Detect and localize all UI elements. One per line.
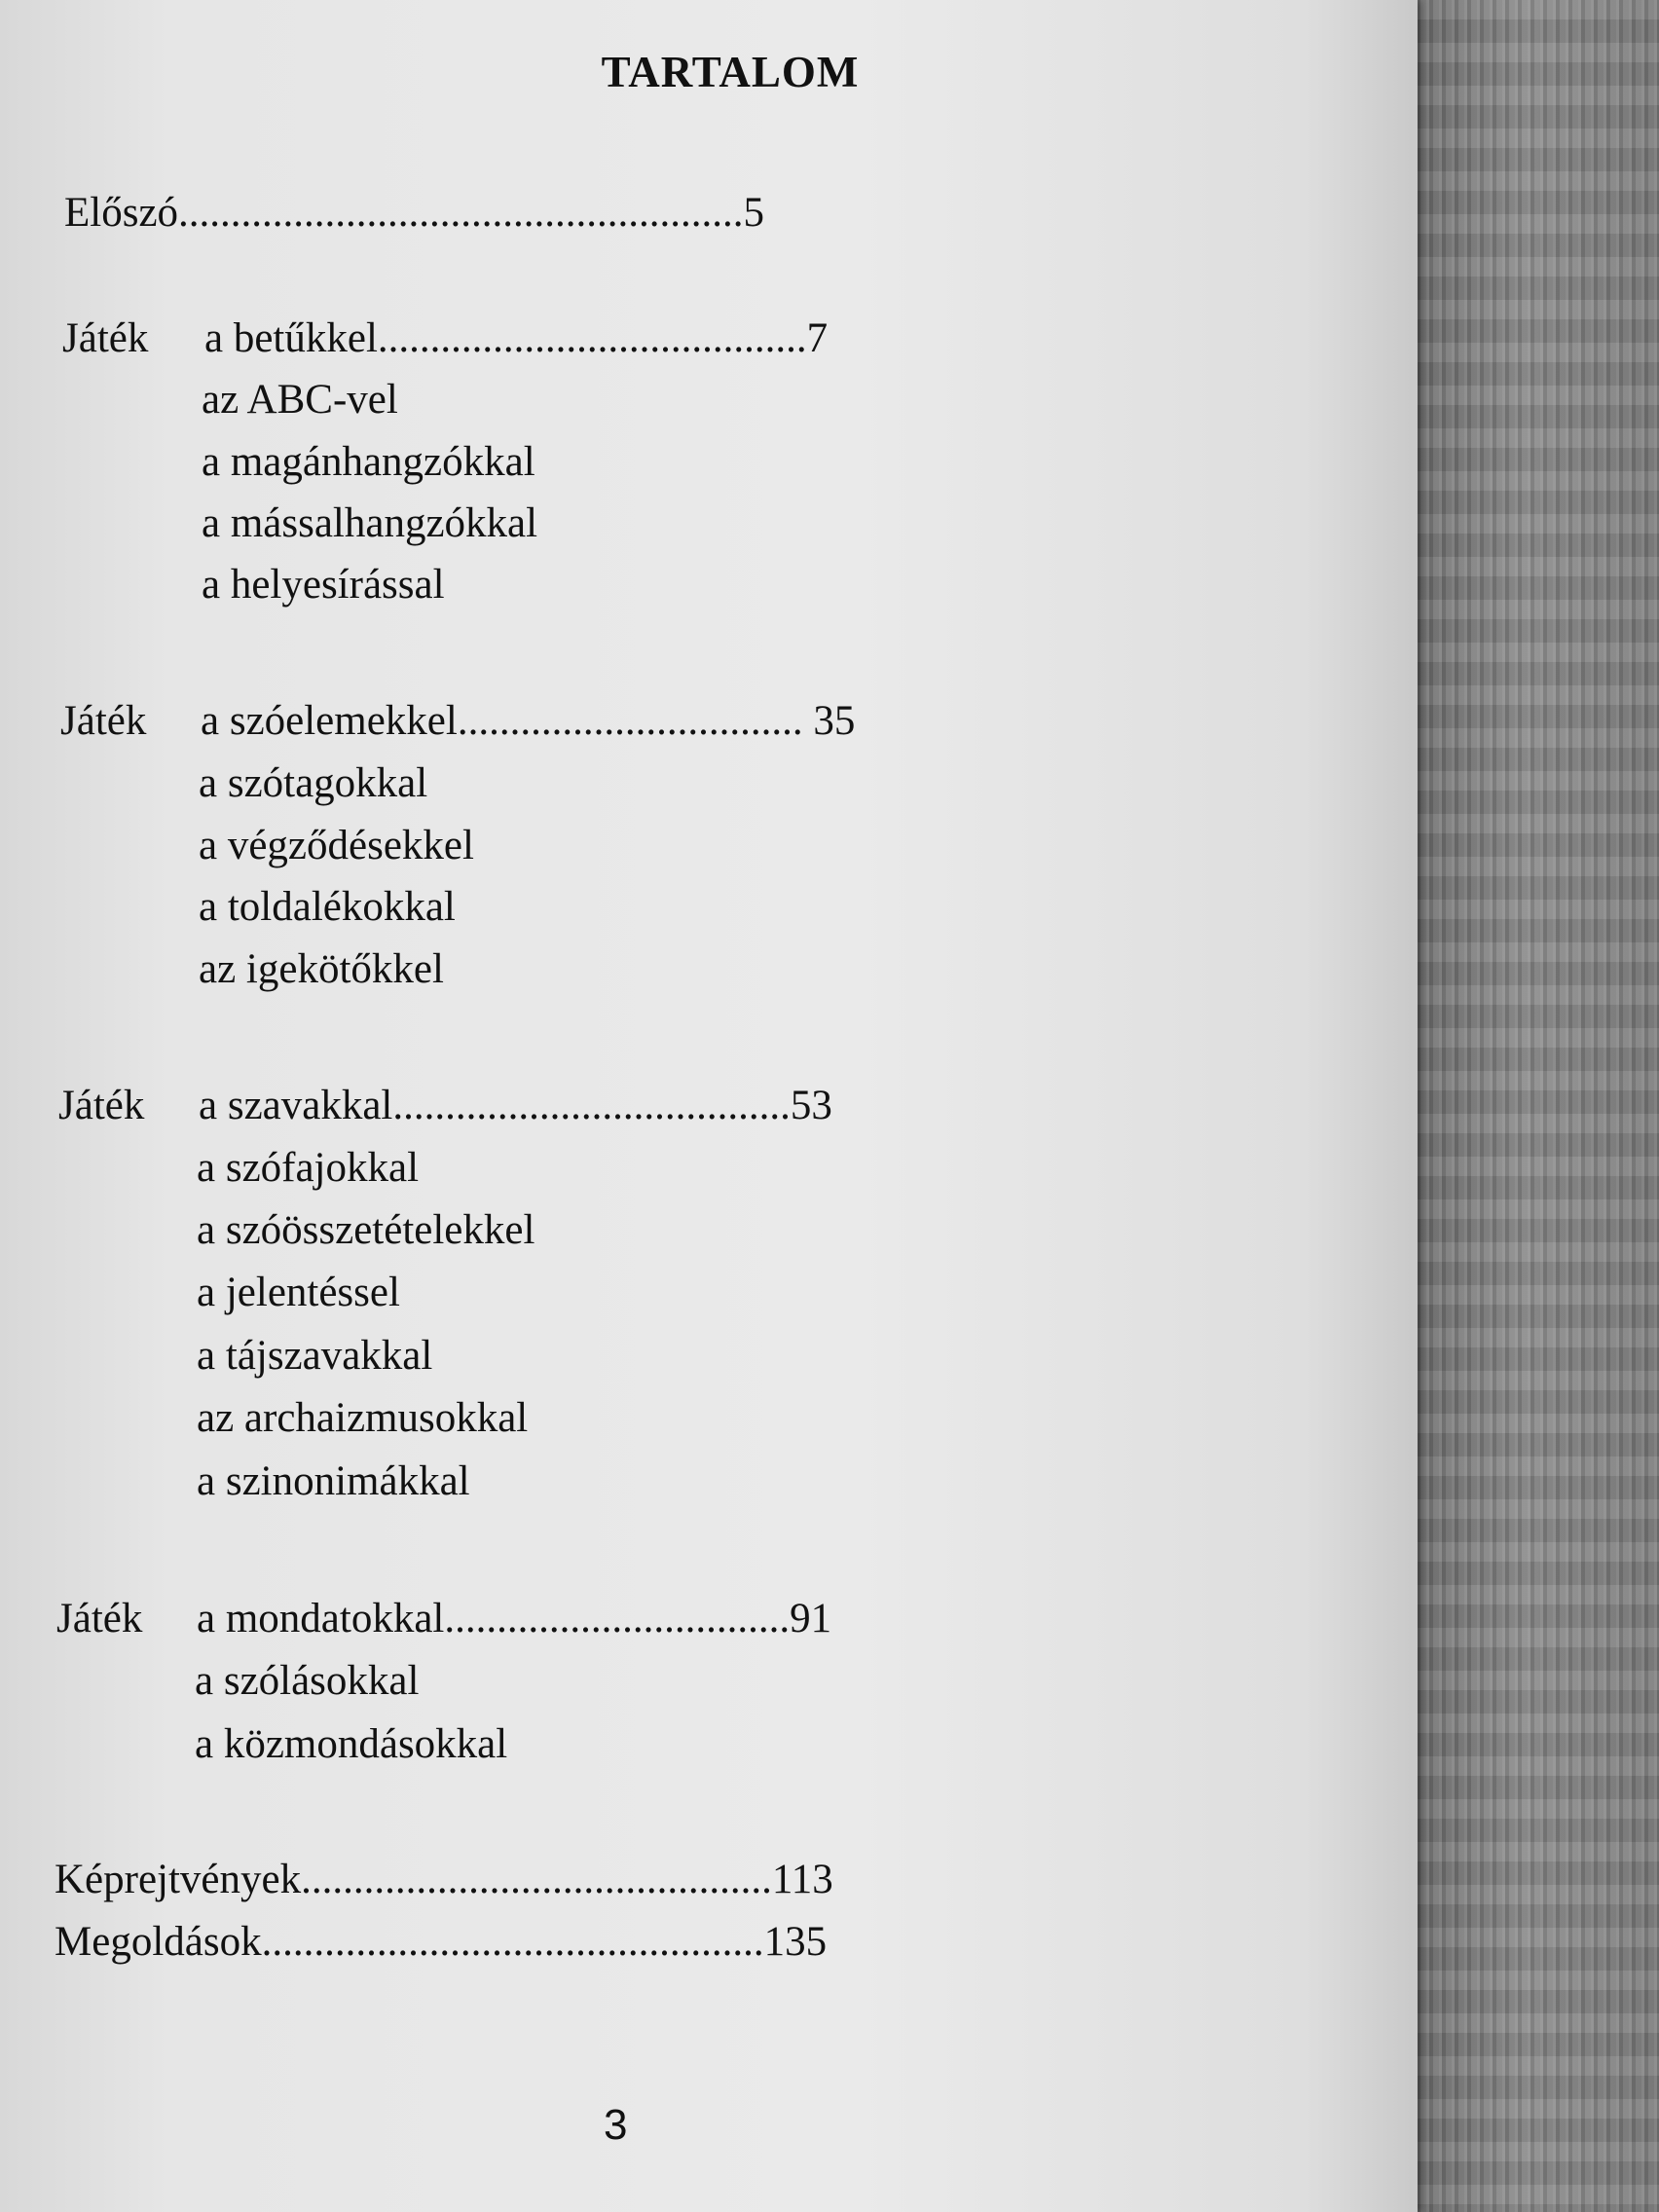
page-number: 3 [604, 2101, 628, 2149]
toc-entry-foreword: Előszó......................................................5 [64, 190, 765, 236]
toc-section-4-prefix: Játék [56, 1596, 143, 1641]
toc-subentry: az igekötőkkel [199, 946, 444, 992]
toc-subentry: a toldalékokkal [199, 884, 456, 930]
toc-subentry: a végződésekkel [199, 823, 474, 868]
toc-subentry: az archaizmusokkal [197, 1395, 529, 1441]
toc-entry-picture-puzzles: Képrejtvények.............................................113 [55, 1857, 833, 1902]
toc-subentry: a tájszavakkal [197, 1333, 433, 1379]
toc-section-2-prefix: Játék [60, 698, 147, 744]
toc-section-1-prefix: Játék [62, 315, 149, 361]
toc-subentry: a helyesírással [202, 562, 445, 608]
toc-entry-solutions: Megoldások................................................135 [55, 1919, 828, 1965]
toc-subentry: a szófajokkal [197, 1145, 420, 1191]
wood-background [1414, 0, 1659, 2212]
toc-section-1-entry: a betűkkel.........................................7 [204, 315, 829, 361]
toc-subentry: a szóösszetételekkel [197, 1207, 535, 1253]
toc-subentry: a mássalhangzókkal [202, 500, 538, 546]
toc-section-2-entry: a szóelemekkel................................. 35 [201, 698, 856, 744]
toc-subentry: a szinonimákkal [197, 1458, 470, 1504]
toc-section-3-entry: a szavakkal......................................53 [199, 1083, 832, 1128]
toc-subentry: az ABC-vel [202, 377, 398, 423]
page-title: TARTALOM [601, 48, 860, 96]
toc-subentry: a magánhangzókkal [202, 439, 535, 485]
toc-subentry: a közmondásokkal [195, 1721, 508, 1767]
toc-subentry: a szótagokkal [199, 760, 428, 806]
toc-section-3-prefix: Játék [58, 1083, 145, 1128]
toc-section-4-entry: a mondatokkal.................................91 [197, 1596, 832, 1641]
toc-subentry: a szólásokkal [195, 1658, 420, 1704]
toc-subentry: a jelentéssel [197, 1270, 400, 1315]
